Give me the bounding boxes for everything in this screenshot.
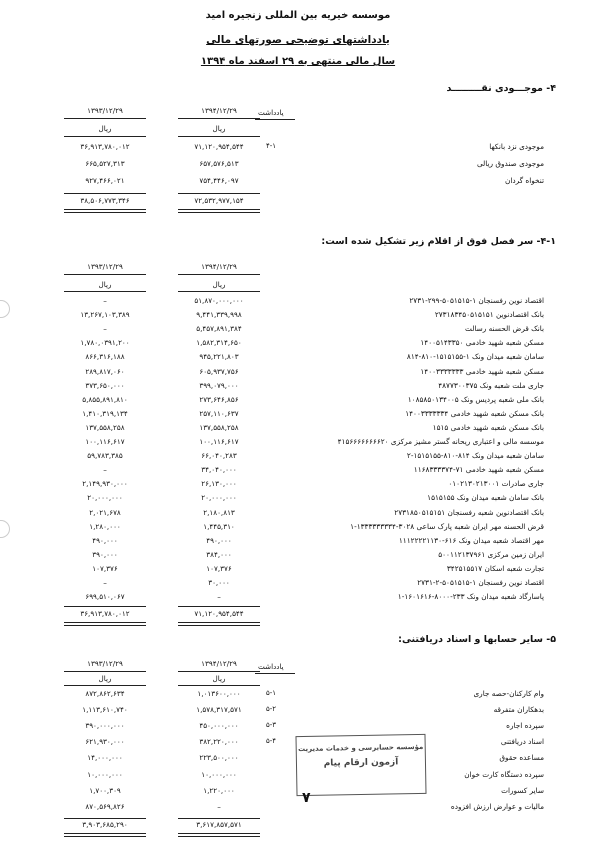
row-label: اسناد دریافتنی bbox=[500, 737, 544, 747]
s4-col1-unit: ریال bbox=[212, 124, 226, 133]
s41-col1-unit: ریال bbox=[212, 280, 226, 289]
table-row bbox=[0, 721, 596, 737]
row-note: ۵-۳ bbox=[265, 721, 277, 730]
row-value-current: – bbox=[217, 801, 221, 811]
row-value-prior: ۱,۱۱۳,۶۱۰,۷۴۰ bbox=[82, 705, 128, 715]
row-label: اقتصاد نوین رفسنجان ۱-۵۰۵۱۵۱۵-۲-۲۷۳۱ bbox=[417, 578, 544, 587]
row-value-prior: ۲,۱۴۹,۹۳۰,۰۰۰ bbox=[82, 479, 128, 489]
s5-total-2: ۳,۹۰۳,۶۸۵,۲۹۰ bbox=[82, 820, 128, 829]
row-value-current: ۲۰,۰۰۰,۰۰۰ bbox=[201, 493, 237, 503]
org-name: موسسه خیریه بین المللی زنجیره امید bbox=[205, 10, 391, 21]
row-value-current: ۴۵۰,۰۰۰,۰۰۰ bbox=[199, 721, 239, 731]
row-value-current: ۱,۵۸۲,۳۱۴,۶۵۰ bbox=[196, 338, 242, 348]
row-value-current: ۵,۴۵۷,۸۹۱,۳۸۴ bbox=[196, 324, 242, 334]
row-value-prior: – bbox=[103, 578, 107, 587]
row-value-prior: ۶۹۹,۵۱۰,۰۶۷ bbox=[85, 592, 125, 602]
row-label: بانک ملی شعبه پردیس ونک ۱۰۸۵۸۵۰۱۳۴۰۰۵ bbox=[407, 394, 544, 404]
row-label: مالیات و عوارض ارزش افزوده bbox=[450, 801, 544, 811]
table-row: موجودی نزد بانکها ۴-۱ ۷۱,۱۲۰,۹۵۴,۵۴۴ ۳۶,۹۱۳,۷۸۰,۰۱۲ bbox=[80, 142, 544, 151]
row-label: بانک مسکن شعبه شهید خادمی ۱۴۰۰۳۳۳۳۳۳۴ bbox=[405, 408, 544, 418]
row-label: پاسارگاد شعبه میدان ونک ۲۳۳-۸۰۰۰-۱۶۰۱۶۱۶-۱ bbox=[397, 592, 544, 602]
stamp-line-1: مؤسسه حسابرسی و خدمات مدیریت bbox=[297, 742, 424, 754]
s5-col2-date: ۱۳۹۳/۱۲/۲۹ bbox=[87, 659, 123, 668]
row-value-current: ۱,۰۱۳۶۰۰,۰۰۰ bbox=[197, 689, 241, 698]
row-value-current: ۱,۲۲۰,۰۰۰ bbox=[203, 785, 235, 795]
row-label: مهر اقتصاد شعبه میدان ونک ۶۱۶-۱۱۱۲۲۲۲۱۱۳۰ bbox=[398, 535, 544, 545]
row-label: تجارت شعبه اسکان ۳۴۲۵۱۵۵۱۷ bbox=[446, 563, 544, 573]
row-label: بانک اقتصادنوین ۲۷۳۱۸۳۴۵۰۵۱۵۱۵۱ bbox=[434, 310, 544, 320]
section-4-title: ۴- موجـــودی نقـــــــــد bbox=[446, 83, 556, 94]
row-value-current: ۹,۴۴۱,۳۳۹,۹۹۸ bbox=[196, 310, 242, 320]
row-label: جاری ملت شعبه ونک ۴۸۷۷۳۰۰۳۷۵ bbox=[438, 380, 544, 390]
row-value-prior: ۳۹۰,۰۰۰ bbox=[92, 549, 118, 559]
row-label: موسسه مالی و اعتباری ریحانه گستر مشیز مرکزی ۴۱۵۶۶۶۶۶۶۶۶۲۰ bbox=[337, 437, 544, 446]
section-4-1-title: ۴-۱- سر فصل فوق از اقلام زیر تشکیل شده است: bbox=[321, 236, 556, 247]
row-label: مساعده حقوق bbox=[499, 753, 544, 763]
s5-col2-unit: ریال bbox=[98, 674, 112, 683]
auditor-stamp bbox=[295, 734, 426, 796]
row-value-prior: ۱۰۰,۱۱۶,۶۱۷ bbox=[85, 437, 125, 446]
row-label: بانک مسکن شعبه شهید خادمی ۱۵۱۵ bbox=[432, 422, 544, 432]
row-value-current: ۳۴,۰۴۰,۰۰۰ bbox=[201, 465, 237, 475]
row-value-prior: ۶۲۱,۹۳۰,۰۰۰ bbox=[85, 737, 125, 747]
s5-total-1: ۳,۶۱۷,۸۵۷,۵۷۱ bbox=[196, 820, 242, 829]
s4-col2-unit: ریال bbox=[98, 124, 112, 133]
row-value-current: ۱۳۷,۵۵۸,۲۵۸ bbox=[199, 422, 239, 432]
row-label: سامان شعبه میدان ونک ۸۱۴-۸۱۰-۱۵۱۵۱۵۵-۲ bbox=[406, 451, 544, 461]
row-value-current: ۲۵۷,۱۱۰,۶۳۷ bbox=[199, 408, 239, 418]
row-value-prior: – bbox=[103, 296, 107, 305]
row-label: سامان شعبه میدان ونک ۱-۱۵۱۵۱۵۵-۸۱۰-۸۱۴ bbox=[406, 352, 544, 362]
table-row bbox=[0, 689, 596, 705]
section-5-title: ۵- سایر حسابها و اسناد دریافتنی: bbox=[398, 634, 556, 645]
row-value-current: ۳۸۴,۰۰۰ bbox=[206, 549, 232, 559]
row-label: وام کارکنان-حصه جاری bbox=[473, 689, 544, 698]
row-label: مسکن شعبه شهید خادمی ۱۴۰۰۳۳۳۳۳۳۳ bbox=[420, 366, 544, 376]
row-value-prior: ۵۹,۷۸۳,۳۸۵ bbox=[87, 451, 123, 461]
row-note: ۵-۲ bbox=[265, 705, 277, 714]
row-value-prior: ۵,۸۵۵,۸۹۱,۸۱۰ bbox=[82, 394, 128, 404]
row-value-prior: ۲۸۹,۸۱۷,۰۶۰ bbox=[85, 366, 125, 376]
row-value-current: – bbox=[217, 592, 221, 602]
stamp-line-2: آزمون ارقام پیام bbox=[323, 757, 399, 769]
s4-total-2: ۳۸,۵۰۶,۷۷۳,۳۴۶ bbox=[80, 196, 130, 205]
s41-total-2: ۳۶,۹۱۳,۷۸۰,۰۱۲ bbox=[80, 609, 130, 618]
row-value-current: ۱,۴۴۵,۳۱۰ bbox=[203, 521, 235, 531]
row-label: بانک سامان شعبه میدان ونک ۱۵۱۵۱۵۵ bbox=[427, 493, 544, 503]
row-value-prior: ۲,۰۲۱,۶۷۸ bbox=[89, 507, 121, 517]
row-value-prior: ۱۰۷,۳۷۶ bbox=[92, 563, 118, 573]
table-row bbox=[0, 802, 596, 818]
s41-col2-unit: ریال bbox=[98, 280, 112, 289]
row-label: بانک قرض الحسنه رسالت bbox=[465, 324, 544, 334]
row-value-current: ۳۸۲,۲۲۰,۰۰۰ bbox=[199, 737, 239, 747]
row-value-current: ۲,۱۸۰,۸۱۳ bbox=[203, 507, 235, 517]
row-value-current: ۹۴۵,۲۲۱,۸۰۳ bbox=[199, 352, 239, 362]
table-row bbox=[0, 705, 596, 721]
row-value-prior: ۱,۲۸۰,۰۰۰ bbox=[89, 521, 121, 531]
row-value-prior: ۱,۴۱۰,۳۱۹,۱۳۴ bbox=[82, 408, 128, 418]
row-value-current: ۲۶,۱۳۰,۰۰۰ bbox=[201, 479, 237, 489]
document-title: یادداشتهای توضیحی صورتهای مالی bbox=[206, 34, 390, 46]
s41-col2-date: ۱۳۹۳/۱۲/۲۹ bbox=[87, 262, 123, 271]
table-row: تنخواه گردان ۷۵۴,۴۴۶,۰۹۷ ۹۲۷,۴۶۶,۰۲۱ bbox=[85, 176, 544, 185]
period-title: سال مالی منتهی به ۲۹ اسفند ماه ۱۳۹۴ bbox=[200, 56, 396, 67]
row-note: ۵-۱ bbox=[265, 689, 277, 697]
s4-total-1: ۷۲,۵۳۲,۹۷۷,۱۵۴ bbox=[194, 196, 244, 205]
row-label: سپرده اجاره bbox=[506, 721, 544, 731]
row-value-prior: ۸۶۶,۳۱۶,۱۸۸ bbox=[85, 352, 125, 362]
row-label: ایران زمین مرکزی ۵۰۰۱۱۲۱۳۷۹۶۱ bbox=[438, 549, 544, 559]
row-value-prior: ۳۹۰,۰۰۰,۰۰۰ bbox=[85, 721, 125, 731]
row-value-prior: ۱,۷۸۰,۰۳۹۱,۲۰۰ bbox=[80, 338, 130, 348]
s5-col1-date: ۱۳۹۴/۱۲/۲۹ bbox=[201, 659, 237, 668]
row-label: قرض الحسنه مهر ایران شعبه پارک ساعی ۳۰۲۸-۱۳۳۳۳۳۳۳۳۴-۱ bbox=[350, 521, 544, 531]
row-value-prior: ۲۰,۰۰۰,۰۰۰ bbox=[87, 493, 123, 503]
row-label: بدهکاران متفرقه bbox=[493, 705, 544, 715]
s5-col1-unit: ریال bbox=[212, 674, 226, 683]
row-value-prior: ۱۳۷,۵۵۸,۲۵۸ bbox=[85, 422, 125, 432]
row-value-prior: ۸۷۲,۸۶۲,۶۳۴ bbox=[85, 689, 125, 698]
row-value-prior: – bbox=[103, 465, 107, 475]
row-value-prior: ۴۹۰,۰۰۰ bbox=[92, 535, 118, 545]
s41-total-1: ۷۱,۱۲۰,۹۵۴,۵۴۴ bbox=[194, 609, 244, 618]
row-label: جاری صادرات ۰۱۰۲۱۳۰۲۱۳۰۰۱ bbox=[448, 479, 544, 489]
row-value-prior: ۱۳,۲۶۷,۱۰۳,۳۸۹ bbox=[80, 310, 130, 320]
page-number: ۷ bbox=[302, 790, 311, 806]
row-value-current: ۳۹۹,۰۷۹,۰۰۰ bbox=[199, 380, 239, 390]
row-value-current: ۴۹۰,۰۰۰ bbox=[206, 535, 232, 545]
row-value-prior: ۱۴,۰۰۰,۰۰۰ bbox=[87, 753, 123, 763]
row-label: مسکن شعبه شهید خادمی ۷۱-۱۱۶۸۳۳۳۳۷۴ bbox=[413, 465, 544, 475]
row-value-current: ۱۰۷,۳۷۶ bbox=[206, 563, 232, 573]
row-label: سپرده دستگاه کارت خوان bbox=[464, 769, 544, 779]
row-value-prior: ۸۷۰,۵۶۹,۸۲۶ bbox=[85, 801, 125, 811]
row-value-current: ۱,۵۷۸,۳۱۷,۵۷۱ bbox=[196, 705, 242, 715]
row-value-prior: ۱,۷۰۰,۳۰۹ bbox=[89, 785, 121, 795]
row-value-current: ۳۰,۰۰۰ bbox=[208, 578, 230, 587]
row-value-current: ۵۱,۸۷۰,۰۰۰,۰۰۰ bbox=[194, 296, 244, 305]
row-value-current: ۲۲۳,۵۰۰,۰۰۰ bbox=[199, 753, 239, 763]
row-value-current: ۶۰۵,۹۳۷,۷۵۶ bbox=[199, 366, 239, 376]
s4-col2-date: ۱۳۹۳/۱۲/۲۹ bbox=[87, 106, 123, 115]
row-value-current: ۱۰۰,۱۱۶,۶۱۷ bbox=[199, 437, 239, 446]
row-value-prior: ۳۷۳,۶۵۰,۰۰۰ bbox=[85, 380, 125, 390]
row-value-current: ۲۷۳,۶۴۶,۸۵۶ bbox=[199, 394, 239, 404]
row-value-current: ۱۰,۰۰۰,۰۰۰ bbox=[201, 769, 237, 779]
row-note: ۵-۴ bbox=[265, 737, 277, 746]
row-value-prior: ۱۰,۰۰۰,۰۰۰ bbox=[87, 769, 123, 779]
s5-note-header: یادداشت bbox=[258, 662, 284, 671]
row-label: سایر کسورات bbox=[501, 785, 544, 795]
row-label: مسکن شعبه شهید خادمی ۱۴۰۰۵۱۴۳۳۵۰ bbox=[420, 338, 544, 348]
row-label: اقتصاد نوین رفسنجان ۱-۵۰۵۱۵۱۵-۲۹۹-۲۷۳۱ bbox=[409, 296, 544, 305]
s4-note-header: یادداشت bbox=[258, 108, 284, 117]
s4-col1-date: ۱۳۹۴/۱۲/۲۹ bbox=[201, 106, 237, 115]
table-row: موجودی صندوق ریالی ۶۵۷,۵۷۶,۵۱۳ ۶۶۵,۵۲۷,۳۱۳ bbox=[85, 159, 544, 168]
row-value-prior: – bbox=[103, 324, 107, 334]
row-value-current: ۶۶,۰۴۰,۲۸۳ bbox=[201, 451, 237, 461]
row-label: بانک اقتصادنوین شعبه رفسنجان ۲۷۳۱۸۵۰۵۱۵۱۵۱ bbox=[394, 507, 544, 517]
s41-col1-date: ۱۳۹۴/۱۲/۲۹ bbox=[201, 262, 237, 271]
